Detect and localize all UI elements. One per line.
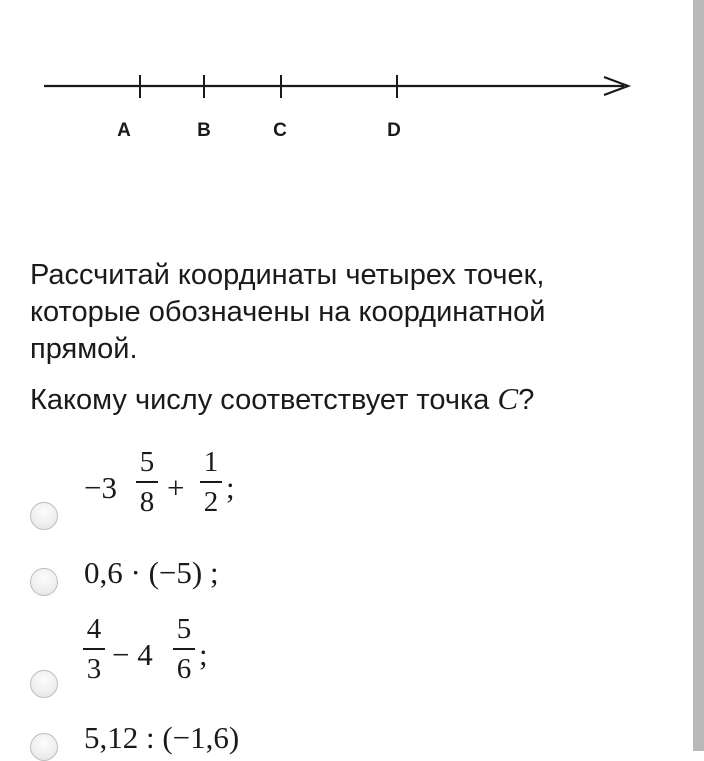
fraction-bar: [83, 648, 105, 650]
fraction-bar: [200, 481, 222, 483]
fraction-bar: [136, 481, 158, 483]
fraction-bar: [173, 648, 195, 650]
option-4-expression: 5,12 : (−1,6): [84, 720, 240, 755]
option-1-operator: +: [167, 470, 185, 505]
option-1-fraction-1: [135, 447, 159, 517]
point-label-a: A: [117, 120, 131, 141]
point-label-d: D: [387, 120, 401, 141]
point-variable: C: [497, 381, 519, 416]
option-1-end: ;: [226, 470, 235, 505]
option-1-fraction-1-den: 8: [139, 485, 155, 518]
option-3-end: ;: [199, 637, 208, 672]
radio-option-2[interactable]: [30, 568, 58, 596]
point-label-c: C: [273, 120, 287, 141]
radio-option-4[interactable]: [30, 733, 58, 761]
option-2-expression: 0,6 · (−5) ;: [84, 555, 219, 590]
question-prompt: [30, 380, 660, 419]
radio-option-1[interactable]: [30, 502, 58, 530]
option-3-fraction-2-num: 5: [176, 613, 192, 645]
question-mark: ?: [518, 384, 535, 416]
radio-option-3[interactable]: [30, 670, 58, 698]
option-3-fraction-1: [82, 614, 106, 684]
scrollbar-edge: [693, 0, 704, 751]
question-prompt-text: Какому числу соответствует точка: [30, 384, 498, 416]
option-3-fraction-2: [172, 614, 196, 684]
option-1-whole: −3: [84, 470, 117, 505]
option-3-fraction-1-num: 4: [86, 613, 102, 645]
option-1-fraction-2-num: 1: [203, 446, 219, 478]
option-3-fraction-2-den: 6: [176, 652, 192, 685]
number-line-figure: [0, 0, 690, 240]
number-line-svg: [0, 0, 690, 240]
question-text: Рассчитай координаты четырех точек, которые обозначены на координатной прямой.: [30, 259, 546, 365]
question-block: [30, 257, 660, 419]
option-1-fraction-1-num: 5: [139, 446, 155, 478]
option-1-fraction-2-den: 2: [203, 485, 219, 518]
option-1-fraction-2: [199, 447, 223, 517]
point-label-b: B: [197, 120, 211, 141]
option-3-fraction-1-den: 3: [86, 652, 102, 685]
option-3-operator: − 4: [112, 637, 153, 672]
